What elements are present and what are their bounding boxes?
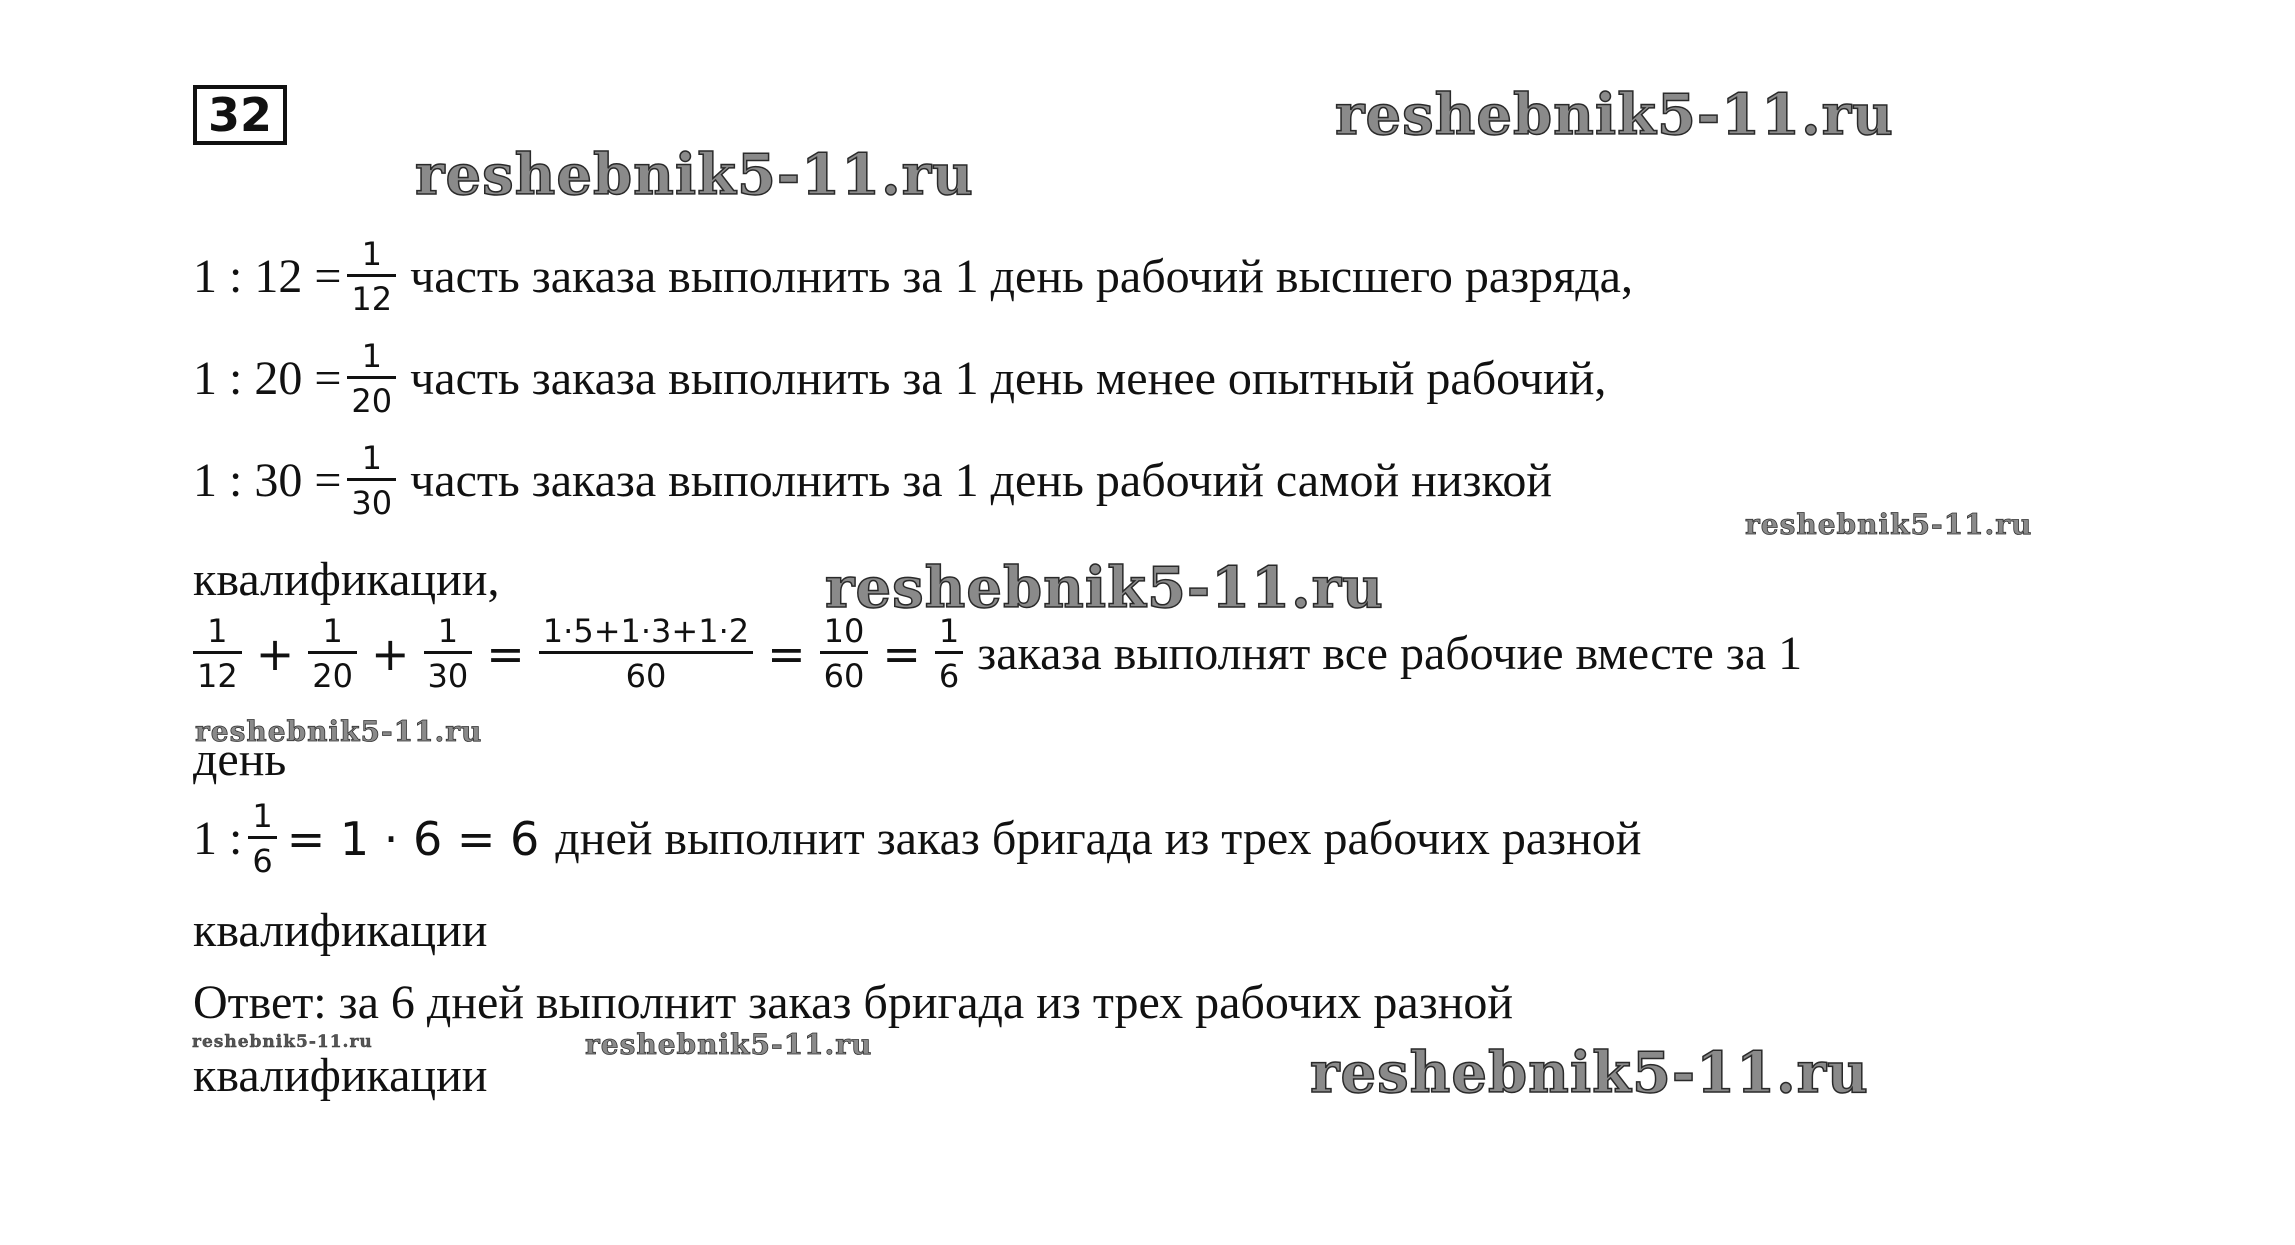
fraction-1-12	[193, 612, 242, 695]
solution-line-4	[193, 612, 1803, 695]
line-1-lhs: 1 : 12 =	[193, 250, 342, 303]
watermark: reshebnik5-11.ru	[415, 142, 974, 208]
watermark: reshebnik5-11.ru	[825, 555, 1384, 621]
solution-line-3	[193, 439, 1553, 522]
fraction-numerator: 1	[437, 612, 459, 650]
fraction-1-12	[347, 235, 396, 318]
fraction-numerator: 1	[361, 235, 382, 273]
line-4-text: заказа выполнят все рабочие вместе за 1	[977, 627, 1803, 680]
fraction-numerator: 1·5+1·3+1·2	[542, 612, 750, 650]
fraction-1-6	[935, 612, 963, 695]
solution-line-1	[193, 235, 1633, 318]
fraction-1-6	[248, 797, 276, 880]
answer-line: Ответ: за 6 дней выполнит заказ бригада из трех рабочих разной	[193, 976, 1514, 1029]
problem-number: 32	[193, 85, 287, 145]
fraction-1-20	[308, 612, 357, 695]
fraction-numerator: 1	[938, 612, 960, 650]
line-3-lhs: 1 : 30 =	[193, 454, 342, 507]
fraction-denominator: 20	[351, 382, 393, 420]
fraction-denominator: 30	[351, 484, 393, 522]
equals-sign: =	[882, 626, 921, 681]
watermark: reshebnik5-11.ru	[1310, 1040, 1869, 1106]
fraction-numerator: 1	[361, 337, 382, 375]
line-4-continuation: день	[193, 733, 287, 786]
plus-sign: +	[255, 626, 295, 681]
line-5-rhs: = 1 · 6 = 6	[286, 811, 540, 866]
line-1-text: часть заказа выполнить за 1 день рабочий высшего разряда,	[410, 250, 1633, 303]
fraction-denominator: 20	[312, 657, 353, 695]
fraction-1-30	[347, 439, 396, 522]
fraction-denominator: 60	[625, 657, 667, 695]
line-3-text: часть заказа выполнить за 1 день рабочий самой низкой	[410, 454, 1553, 507]
solution-line-5	[193, 797, 1642, 880]
answer-continuation: квалификации	[193, 1049, 488, 1102]
fraction-numerator: 1	[361, 439, 382, 477]
equals-sign: =	[767, 626, 806, 681]
fraction-denominator: 6	[252, 842, 273, 880]
fraction-numerator: 1	[207, 612, 228, 650]
watermark: reshebnik5-11.ru	[192, 1032, 373, 1052]
fraction-numerator: 10	[823, 612, 865, 650]
solution-line-2	[193, 337, 1607, 420]
fraction-denominator: 12	[351, 280, 393, 318]
plus-sign: +	[370, 626, 410, 681]
fraction-denominator: 60	[823, 657, 865, 695]
watermark: reshebnik5-11.ru	[585, 1028, 873, 1061]
fraction-denominator: 12	[197, 657, 238, 695]
line-5-continuation: квалификации	[193, 904, 488, 957]
fraction-10-60	[820, 612, 869, 695]
line-5-text: дней выполнит заказ бригада из трех рабочих разной	[555, 812, 1642, 865]
line-5-lhs: 1 :	[193, 812, 243, 865]
watermark: reshebnik5-11.ru	[195, 715, 483, 748]
fraction-sum	[539, 612, 753, 695]
fraction-numerator: 1	[322, 612, 343, 650]
line-2-text: часть заказа выполнить за 1 день менее опытный рабочий,	[410, 352, 1607, 405]
fraction-denominator: 6	[938, 657, 960, 695]
line-2-lhs: 1 : 20 =	[193, 352, 342, 405]
watermark: reshebnik5-11.ru	[1745, 508, 2033, 541]
fraction-1-30	[424, 612, 473, 695]
watermark: reshebnik5-11.ru	[1335, 82, 1894, 148]
fraction-1-20	[347, 337, 396, 420]
equals-sign: =	[486, 626, 525, 681]
fraction-numerator: 1	[252, 797, 273, 835]
line-3-continuation: квалификации,	[193, 553, 500, 606]
fraction-denominator: 30	[427, 657, 469, 695]
